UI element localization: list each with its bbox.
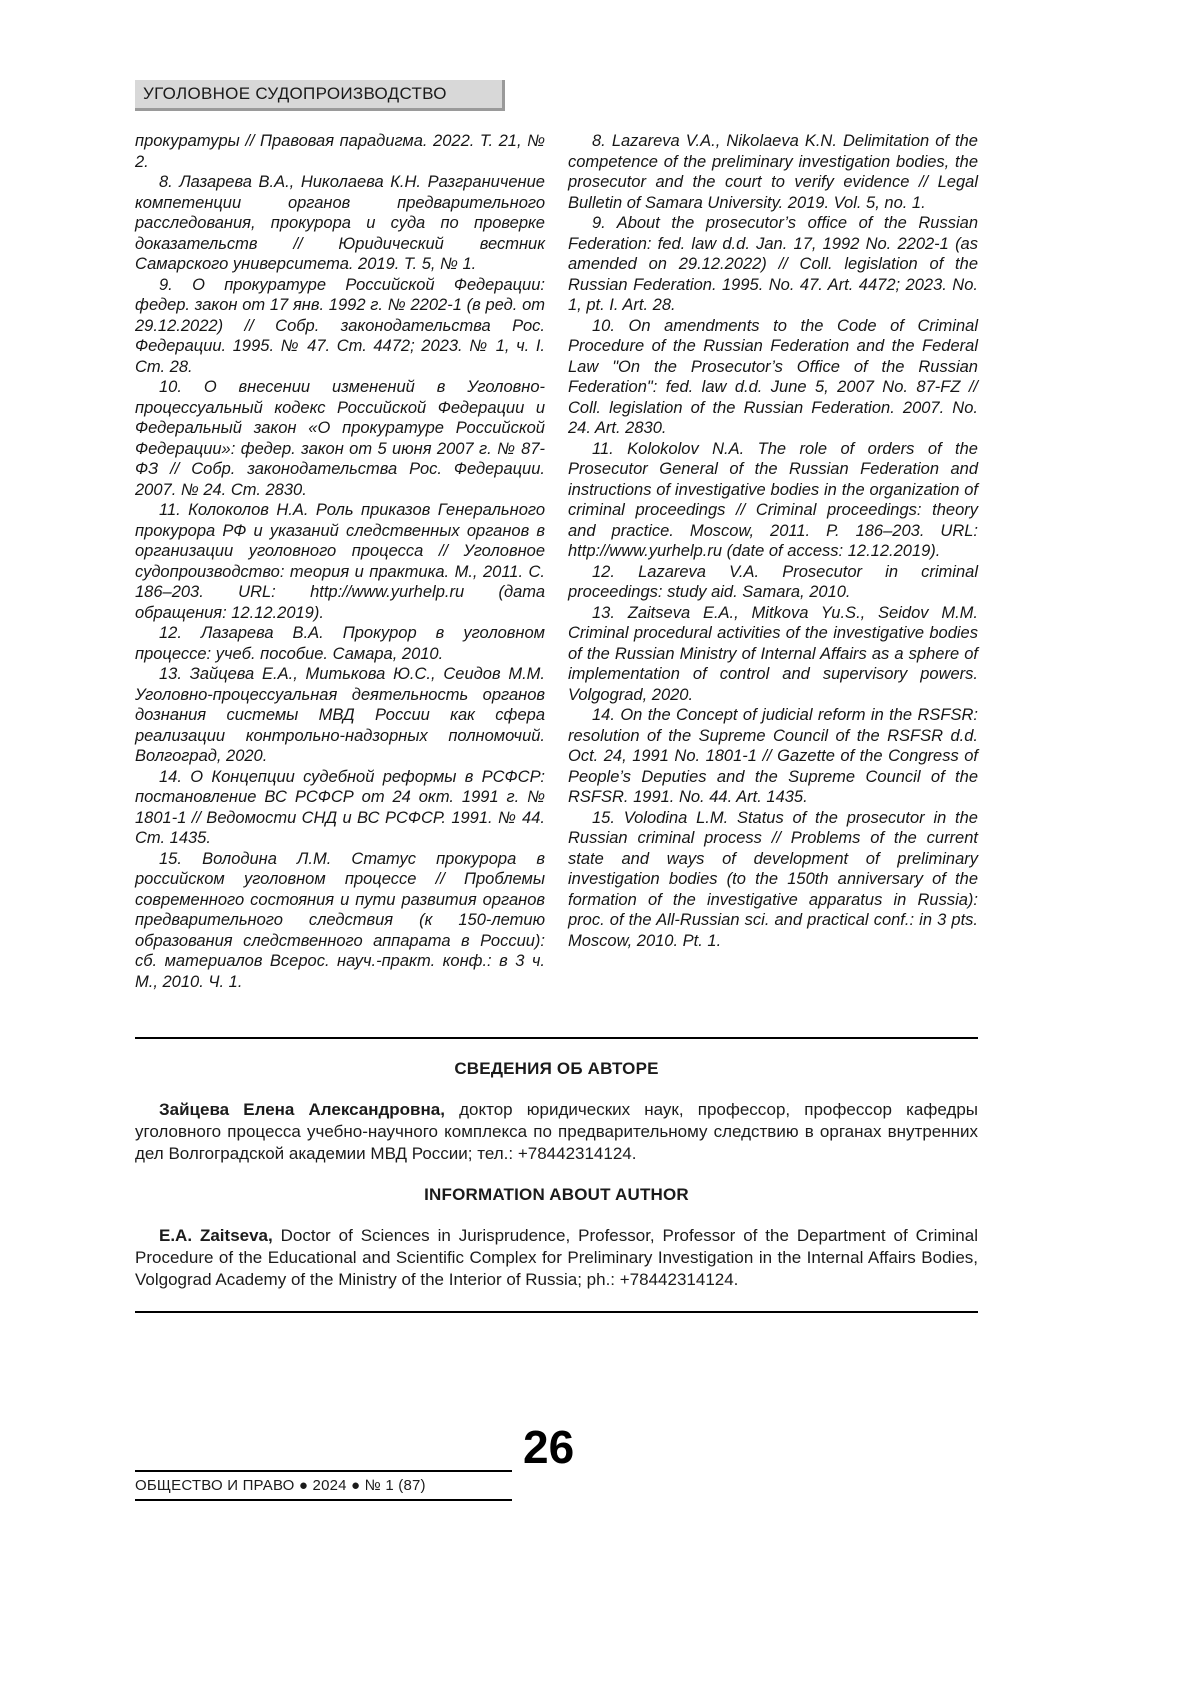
author-name-ru: Зайцева Елена Александровна, bbox=[159, 1100, 445, 1119]
page-content bbox=[135, 0, 978, 1313]
author-info-en-heading: INFORMATION ABOUT AUTHOR bbox=[424, 1185, 689, 1204]
journal-imprint-box bbox=[135, 1470, 512, 1501]
page-footer bbox=[135, 1421, 978, 1501]
reference-item: 11. Колоколов Н.А. Роль приказов Генерального прокурора РФ и указаний следственных органов в организации уголовного процесса // Уголовное судопроизводство: теория и практика. М., 2011. С. 186–203. URL: http://www.yurhelp.ru (дата обращения: 12.12.2019). bbox=[135, 501, 545, 622]
page-number: 26 bbox=[523, 1421, 575, 1473]
section-header-box bbox=[135, 80, 505, 111]
section-header-label: УГОЛОВНОЕ СУДОПРОИЗВОДСТВО bbox=[143, 84, 447, 103]
references-column-ru bbox=[135, 131, 545, 992]
references-column-en bbox=[568, 131, 978, 992]
author-info-en-paragraph bbox=[135, 1225, 978, 1291]
references-columns bbox=[135, 131, 978, 992]
reference-item: 12. Lazareva V.A. Prosecutor in criminal proceedings: study aid. Samara, 2010. bbox=[568, 562, 978, 601]
reference-item: 15. Volodina L.M. Status of the prosecutor in the Russian criminal process // Problems of the current state and ways of development of preliminary investigation bodies (to the 150th anniversary of the formation of the investigative apparatus in Russia): proc. of the All-Russian sci. and practical conf.: in 3 pts. Moscow, 2010. Pt. 1. bbox=[568, 808, 978, 950]
author-details-ru: доктор юридических наук, профессор, профессор кафедры уголовного процесса учебно-научного комплекса по предварительному следствию в органах внутренних дел Волгоградской академии МВД России; тел.: +78442314124. bbox=[135, 1100, 978, 1163]
reference-item: 10. On amendments to the Code of Criminal Procedure of the Russian Federation and the Federal Law "On the Prosecutor’s Office of the Russian Federation": fed. law d.d. June 5, 2007 No. 87-FZ // Coll. legislation of the Russian Federation. 2007. No. 24. Art. 2830. bbox=[568, 316, 978, 437]
author-info-ru-paragraph bbox=[135, 1099, 978, 1165]
reference-item: прокуратуры // Правовая парадигма. 2022. Т. 21, № 2. bbox=[135, 132, 545, 171]
reference-item: 9. About the prosecutor’s office of the Russian Federation: fed. law d.d. Jan. 17, 1992 No. 2202-1 (as amended on 29.12.2022) // Coll. legislation of the Russian Federation. 1995. No. 47. Art. 4472; 2023. No. 1, pt. I. Art. 28. bbox=[568, 214, 978, 314]
reference-item: 8. Лазарева В.А., Николаева К.Н. Разграничение компетенции органов предварительного расследования, прокурора и суда по проверке доказательств // Юридический вестник Самарского университета. 2019. Т. 5, № 1. bbox=[135, 173, 545, 273]
reference-item: 13. Zaitseva E.A., Mitkova Yu.S., Seidov M.M. Criminal procedural activities of the investigative bodies of the Russian Ministry of Internal Affairs as a sphere of implementation of control and supervisory powers. Volgograd, 2020. bbox=[568, 603, 978, 704]
author-info-ru-heading: СВЕДЕНИЯ ОБ АВТОРЕ bbox=[454, 1059, 659, 1078]
author-details-en: Doctor of Sciences in Jurisprudence, Professor, Professor of the Department of Criminal Procedure of the Educational and Scientific Complex for Preliminary Investigation in the Internal Affairs Bodies, Volgograd Academy of the Ministry of the Interior of Russia; ph.: +78442314124. bbox=[135, 1226, 978, 1289]
reference-item: 14. On the Concept of judicial reform in the RSFSR: resolution of the Supreme Council of the RSFSR d.d. Oct. 24, 1991 No. 1801-1 // Gazette of the Congress of People’s Deputies and the Supreme Council of the RSFSR. 1991. No. 44. Art. 1435. bbox=[568, 706, 978, 806]
reference-item: 15. Володина Л.М. Статус прокурора в российском уголовном процессе // Проблемы современного состояния и пути развития органов предварительного следствия (к 150-летию образования следственного аппарата в России): сб. материалов Всерос. науч.-практ. конф.: в 3 ч. М., 2010. Ч. 1. bbox=[135, 849, 545, 991]
reference-item: 10. О внесении изменений в Уголовно-процессуальный кодекс Российской Федерации и Федеральный закон «О прокуратуре Российской Федерации»: федер. закон от 5 июня 2007 г. № 87-ФЗ // Собр. законодательства Рос. Федерации. 2007. № 24. Ст. 2830. bbox=[135, 378, 545, 499]
reference-item: 8. Lazareva V.A., Nikolaeva K.N. Delimitation of the competence of the preliminary investigation bodies, the prosecutor and the court to verify evidence // Legal Bulletin of Samara University. 2019. Vol. 5, no. 1. bbox=[568, 132, 978, 212]
reference-item: 14. О Концепции судебной реформы в РСФСР: постановление ВС РСФСР от 24 окт. 1991 г. № 1801-1 // Ведомости СНД и ВС РСФСР. 1991. № 44. Ст. 1435. bbox=[135, 767, 545, 847]
reference-item: 11. Kolokolov N.A. The role of orders of the Prosecutor General of the Russian Federation and instructions of investigative bodies in the organization of criminal proceedings // Criminal proceedings: theory and practice. Moscow, 2011. P. 186–203. URL: http://www.yurhelp.ru (date of access: 12.12.2019). bbox=[568, 439, 978, 560]
divider-top bbox=[135, 1037, 978, 1039]
divider-bottom bbox=[135, 1311, 978, 1313]
author-name-en: E.A. Zaitseva, bbox=[159, 1226, 273, 1245]
reference-item: 13. Зайцева Е.А., Митькова Ю.С., Сеидов М.М. Уголовно-процессуальная деятельность органов дознания системы МВД России как сфера реализации контрольно-надзорных полномочий. Волгоград, 2020. bbox=[135, 665, 545, 765]
reference-item: 9. О прокуратуре Российской Федерации: федер. закон от 17 янв. 1992 г. № 2202-1 (в ред. от 29.12.2022) // Собр. законодательства Рос. Федерации. 1995. № 47. Ст. 4472; 2023. № 1, ч. I. Ст. 28. bbox=[135, 275, 545, 376]
journal-imprint-label: ОБЩЕСТВО И ПРАВО ● 2024 ● № 1 (87) bbox=[135, 1477, 426, 1494]
reference-item: 12. Лазарева В.А. Прокурор в уголовном процессе: учеб. пособие. Самара, 2010. bbox=[135, 624, 545, 663]
